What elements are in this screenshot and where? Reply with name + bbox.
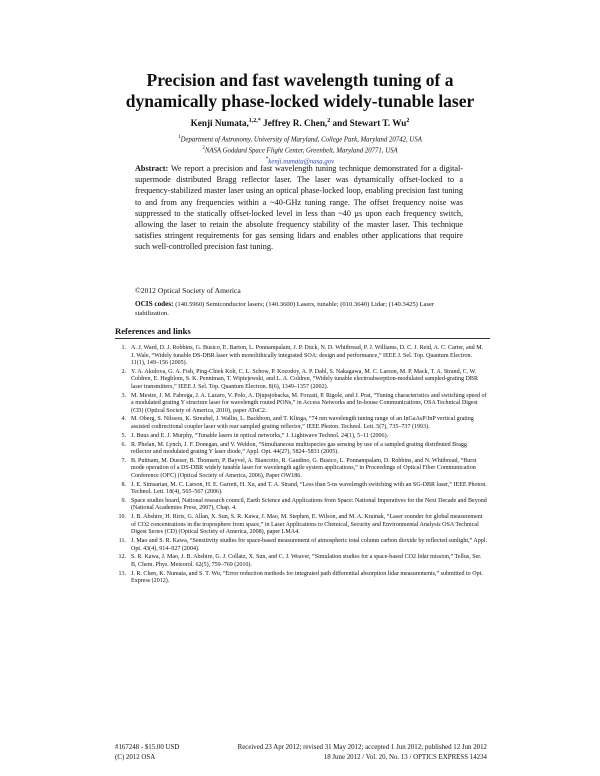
author-3: and Stewart T. Wu [330,118,407,129]
reference-text: J. E. Simsarian, M. C. Larson, H. E. Garrett, H. Xu, and T. A. Strand, “Less than 5-ns wavelength switching with an SG-DBR laser,” IEEE Photon. Technol. Lett. 18(4), 565–567 (2006). [131,481,487,496]
references-heading: References and links [115,326,191,336]
reference-number: 5. [121,432,126,439]
reference-item [115,458,487,481]
reference-text: J. R. Chen, K. Numata, and S. T. Wu, “Error reduction methods for integrated path differential absorption lidar measurements,” submitted to Opt. Express (2012). [131,570,483,585]
corresponding-email[interactable]: *kenji.numata@nasa.gov [265,156,335,165]
reference-number: 7. [121,457,126,464]
reference-number: 12. [118,554,126,561]
reference-text: J. Buus and E. J. Murphy, “Tunable lasers in optical networks,” J. Lightwave Technol. 24(1), 5–11 (2006). [131,432,389,439]
abstract-label: Abstract: [135,164,169,173]
author-2: Jeffrey R. Chen, [260,118,328,129]
reference-item [115,345,487,368]
reference-number: 13. [118,570,126,577]
ocis-text: (140.5960) Semiconductor lasers; (140.3600) Lasers, tunable; (010.3640) Lidar; (140.3425) Laser stabilization. [135,301,435,317]
author-2-affil: 2 [327,118,331,124]
affiliation-2: $^2$NASA Goddard Space Flight Center, Greenbelt, Maryland 20771, USA [202,145,398,155]
reference-item [115,482,487,497]
reference-item [115,369,487,392]
abstract [135,163,463,253]
reference-number: 11. [118,538,126,544]
reference-text: R. Phelan, M. Lynch, J. F. Donegan, and V. Weldon, “Simultaneous multispecies gas sensing by use of a sampled grating distributed Bragg reflector and modulated grating Y laser diode,” Appl. Opt. 44(27), 5824–5831 (2005). [131,441,467,456]
reference-item [115,498,487,513]
reference-list [115,345,487,587]
reference-text: Space studies board, National research council, Earth Science and Applications from Space: National Imperatives for the Next Decade and Beyond (National Academies Press, 2007), Chap. 4. [131,497,487,512]
reference-item [115,571,487,586]
reference-number: 10. [118,514,126,521]
reference-item [115,514,487,537]
reference-text: M. Oberg, S. Nilsson, K. Streubel, J. Wallin, L. Backbom, and T. Klinga, “74 nm wavelength tuning range of an InGaAsP/InP vertical grating assisted codirectional coupler laser with rear sampled grating reflector,” IEEE Photon. Technol. Lett. 5(7), 735–737 (1993). [131,416,474,431]
reference-item [115,433,487,441]
reference-number: 3. [121,392,126,399]
title-line-1: Precision and fast wavelength tuning of a [146,70,454,90]
title-line-2: dynamically phase-locked widely-tunable laser [125,91,475,111]
reference-text: J. B. Abshire, H. Riris, G. Allan, X. Sun, S. R. Kawa, J. Mao, M. Stephen, E. Wilson, and M. A. Krainak, “Laser sounder for global measurement of CO2 concentrations in the troposphere from space,” in Laser Applications to Chemical, Security and Environmental Analysis OSA Technical Digest Series (CD) (Optical Society of America, 2008), paper LMA4. [131,514,483,536]
affiliation-1: $^1$Department of Astronomy, University of Maryland, College Park, Maryland 20742, USA [178,135,422,144]
paper-title [60,70,540,112]
reference-number: 1. [121,345,126,351]
reference-text: M. Mestre, J. M. Fabrega, J. A. Lazaro, V. Polo, A. Djupsjobacka, M. Forzati, P. Rigole, and J. Prat, “Tuning characteristics and switching speed of a modulated grating Y structure laser for wavelength routed PONs,” in Access Networks and In-house Communications, OSA Technical Digest (CD) (Optical Society of America, 2010), paper ATuC2. [131,392,487,414]
reference-text: B. Puttnam, M. Dueser, B. Thomsen, P. Bayvel, A. Biancotto, R. Gaudino, G. Busico, L. Ponnampalam, D. Robbins, and N. Whitbread, “Burst mode operation of a DS-DBR widely tunable laser for wavelength agile system applications,” in Proceedings of Optical Fiber Communication Conference (OFC) (Optical Society of America, 2006), Paper OW186. [131,457,477,479]
reference-number: 4. [121,416,126,423]
copyright-notice: ©2012 Optical Society of America [135,286,241,295]
reference-text: S. R. Kawa, J. Mao, J. B. Abshire, G. J. Collatz, X. Sun, and C. J. Weaver, “Simulation studies for a space-based CO2 lidar mission,” Tellus, Ser. B, Chem. Phys. Meteorol. 62(5), 759–769 (2010). [131,554,482,568]
footer-copyright: (C) 2012 OSA [115,753,156,761]
reference-number: 2. [121,368,126,375]
page-footer [115,743,487,762]
reference-item [115,393,487,416]
reference-item [115,538,487,553]
footer-dates: Received 23 Apr 2012; revised 31 May 2012; accepted 1 Jun 2012; published 12 Jun 2012 [237,744,487,751]
author-3-affil: 2 [406,118,410,124]
affiliations [60,134,540,167]
footer-price: #167248 - $15.00 USD [115,744,180,751]
reference-number: 6. [121,441,126,448]
references-divider [115,338,490,339]
reference-item [115,416,487,431]
reference-number: 9. [121,497,126,504]
reference-text: Y. A. Akulova, G. A. Fish, Ping-Chiek Koh, C. L. Schow, P. Kozodoy, A. P. Dahl, S. Nakagawa, M. C. Larson, M. P. Mack, T. A. Strand, C. W. Coldren, E. Hegblom, S. K. Penniman, T. Wipiejewski, and L. A. Coldren, “Widely tunable electroabsorption-modulated sampled-grating DBR laser transmitters,” IEEE J. Sel. Top. Quantum Electron. 8(6), 1349–1357 (2002). [131,368,478,390]
abstract-text: We report a precision and fast wavelength tuning technique demonstrated for a digital-supermode distributed Bragg reflector laser. The laser was dynamically offset-locked to a frequency-stabilized master laser using an optical phase-locked loop, enabling precision fast tuning to and from any frequencies within a ~40-GHz tuning range. The offset frequency noise was suppressed to the statically offset-locked level in less than ~40 µs upon each frequency switch, allowing the laser to retain the absolute frequency stability of the master laser. This technique satisfies stringent requirements for gas sensing lidars and enables other applications that require such well-controlled precision fast tuning. [135,164,463,252]
email-link[interactable]: kenji.numata@nasa.gov [268,157,335,165]
reference-text: A. J. Ward, D. J. Robbins, G. Busico, E. Barton, L. Ponnampalam, J. P. Duck, N. D. Whitbread, P. J. Williams, D. C. J. Reid, A. C. Carter, and M. J. Wale, “Widely tunable DS-DBR laser with monolithically integrated SOA: design and performance,” IEEE J. Sel. Top. Quantum Electron. 11(1), 149–156 (2005). [131,345,484,367]
reference-item [115,442,487,457]
reference-item [115,554,487,569]
footer-journal: 18 June 2012 / Vol. 20, No. 13 / OPTICS EXPRESS 14234 [323,753,487,761]
ocis-label: OCIS codes: [135,300,174,308]
author-1: Kenji Numata, [190,118,249,129]
ocis-codes [135,300,463,318]
author-1-affil: 1,2,* [248,118,261,124]
author-list [60,118,540,128]
reference-number: 8. [121,481,126,488]
reference-text: J. Mao and S. R. Kawa, “Sensitivity studies for space-based measurement of atmospheric total column carbon dioxide by reflected sunlight,” Appl. Opt. 43(4), 914–927 (2004). [131,538,488,552]
